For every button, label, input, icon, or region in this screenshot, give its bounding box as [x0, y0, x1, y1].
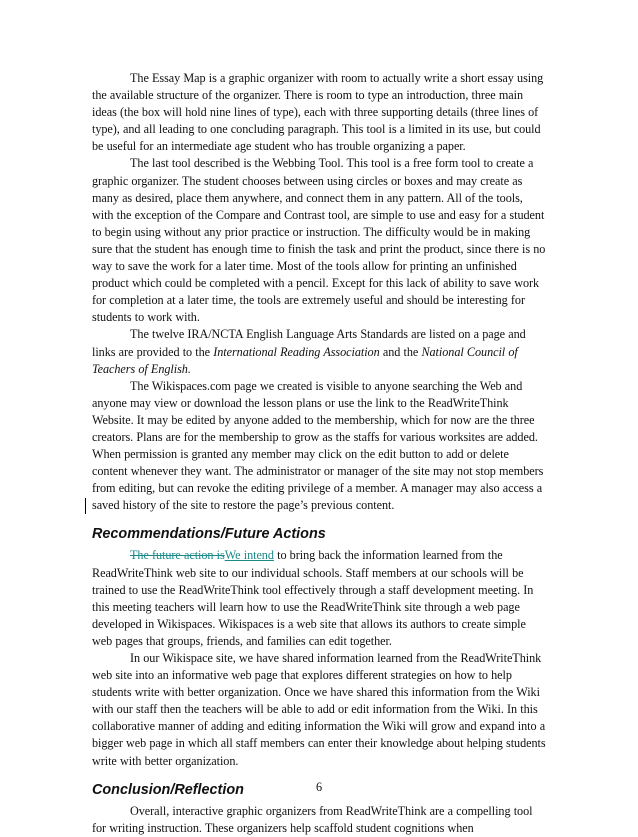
- tracked-insertion: We intend: [224, 548, 274, 563]
- tracked-deletion: The future action is: [130, 548, 225, 563]
- change-bar: [85, 498, 86, 514]
- page-number: 6: [315, 780, 323, 794]
- standards-text: The twelve IRA/NCTA English Language Arts Standards are listed on a page and links are provided to the: [92, 327, 526, 359]
- ira-name: International Reading Association: [213, 344, 380, 359]
- paragraph-wikispaces: The Wikispaces.com page we created is visible to anyone searching the Web and anyone may view or download the lesson plans or use the link to the ReadWriteThink Website. It may be edited by anyone added to the membership, which for now are the three creators. Plans are for the membership to grow as the staffs for various worksites are added. When permission is granted any member may click on the edit button to add or delete content whenever they want. The administrator or manager of the site may not stop members from editing, but can revoke the editing privilege of a member. A manager may also access a saved history of the site to restore the page’s previous content.: [92, 378, 544, 513]
- heading-conclusion: Conclusion/Reflection: [92, 781, 244, 798]
- paragraph-essay-map: The Essay Map is a graphic organizer with room to actually write a short essay using the available structure of the organizer. There is room to type an introduction, three main ideas (the box will hold nine lines of type), each with three supporting details (three lines of type), and all leading to one concluding paragraph. This tool is a limited in its use, but could be useful for an intermediate age student who has trouble organizing a paper.: [92, 71, 544, 154]
- ncte-name: National Council of Teachers of English.: [92, 344, 518, 376]
- future-actions-text: to bring back the information learned from the ReadWriteThink web site to our individual schools. Staff members at our schools will be trained to use the ReadWriteThink tool effectively through a staff development meeting. In this meeting teachers will learn how to use the ReadWriteThink site through a web page developed in Wikispaces. Wikispaces is a web site that allows its authors to create simple web pages that groups, friends, and families can edit together.: [92, 548, 534, 648]
- paragraph-conclusion: Overall, interactive graphic organizers from ReadWriteThink are a compelling tool for writing instruction. These organizers help scaffold student cognitions when: [92, 803, 533, 835]
- document-page: [92, 70, 546, 837]
- paragraph-standards: [92, 326, 546, 377]
- standards-conjunction: and the: [379, 344, 422, 359]
- heading-recommendations: Recommendations/Future Actions: [92, 526, 326, 543]
- paragraph-future-actions: [92, 547, 546, 650]
- paragraph-webbing-tool: The last tool described is the Webbing Tool. This tool is a free form tool to create a graphic organizer. The student chooses between using circles or boxes and may create as many as desired, place them anywhere, and connect them in any pattern. All of the tools, with the exception of the Compare and Contrast tool, are simple to use and easy for a student to begin using without any prior practice or instruction. The difficulty would be in making sure that the student has enough time to finish the task and print the product, since there is no way to save the work for a later time. Most of the tools allow for printing an unfinished product which could be completed with a pencil. Except for this lack of ability to save work for completion at a later time, the tools are extremely useful and should be interesting for students to work with.: [92, 156, 546, 325]
- paragraph-wiki-site: In our Wikispace site, we have shared information learned from the ReadWriteThink web site into an informative web page that explores different strategies on how to help students write with better organization. Once we have shared this information from the Wiki with our staff then the teachers will be able to add or edit information from the Wiki. In this collaborative manner of adding and editing information the Wiki will grow and expand into a bigger web page in which all staff members can enter their knowledge about helping students write with better organization.: [92, 651, 546, 768]
